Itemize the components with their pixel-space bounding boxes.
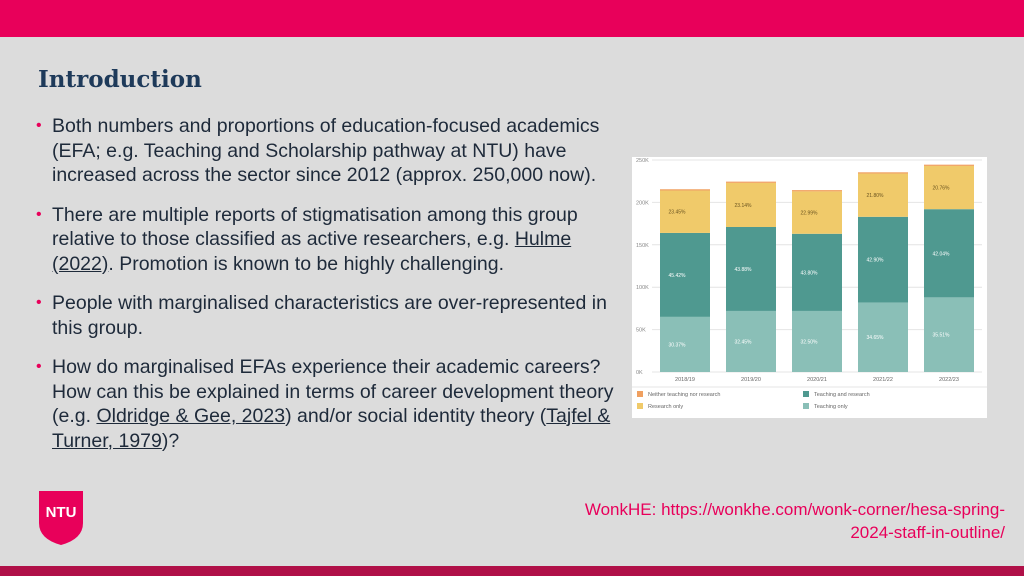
- top-accent-bar: [0, 0, 1024, 37]
- legend-swatch: [637, 403, 643, 409]
- bullet-text: There are multiple reports of stigmatisation among this group relative to those classified as active researchers, e.g.: [52, 203, 578, 250]
- bullet-text: People with marginalised characteristics are over-represented in this group.: [52, 292, 607, 339]
- y-tick-label: 200K: [636, 200, 649, 207]
- bullet-item: [30, 114, 630, 188]
- data-label: 42.04%: [932, 251, 950, 258]
- legend-label: Research only: [648, 404, 684, 410]
- citation-link[interactable]: Hulme (2022): [52, 228, 572, 275]
- bar-segment: [858, 172, 908, 173]
- bullet-item: [30, 203, 630, 277]
- data-label: 43.80%: [800, 270, 818, 277]
- bullet-text: Both numbers and proportions of education-focused academics (EFA; e.g. Teaching and Scholarship pathway at NTU) have increased across the sector since 2012 (approx. 250,000 now).: [52, 115, 600, 186]
- data-label: 23.14%: [734, 202, 752, 209]
- legend-label: Teaching only: [814, 404, 848, 410]
- bullet-dot-icon: •: [36, 294, 42, 311]
- ntu-logo-icon: [37, 489, 85, 547]
- y-tick-label: 50K: [636, 327, 646, 334]
- logo-text: NTU: [45, 504, 77, 521]
- data-label: 20.76%: [932, 185, 950, 192]
- bullet-item: [30, 355, 630, 453]
- legend-label: Neither teaching nor research: [648, 392, 721, 398]
- citation-link[interactable]: Tajfel & Turner, 1979: [52, 405, 611, 452]
- bullet-list: [30, 114, 630, 468]
- data-label: 43.88%: [734, 266, 752, 273]
- legend-label: Teaching and research: [814, 392, 870, 398]
- data-label: 21.80%: [866, 193, 884, 200]
- y-tick-label: 150K: [636, 242, 649, 249]
- data-label: 32.45%: [734, 339, 752, 346]
- bullet-dot-icon: •: [36, 358, 42, 375]
- x-tick-label: 2020/21: [807, 377, 827, 383]
- stacked-bar-chart: [632, 157, 987, 418]
- data-label: 22.99%: [800, 210, 818, 217]
- data-label: 32.50%: [800, 339, 818, 346]
- data-label: 23.45%: [668, 209, 686, 216]
- data-label: 42.90%: [866, 257, 884, 264]
- bullet-text: ) and/or social identity theory (: [285, 405, 547, 427]
- bullet-dot-icon: •: [36, 205, 42, 223]
- bullet-text: )?: [161, 429, 180, 452]
- legend-swatch: [637, 391, 643, 397]
- y-tick-label: 250K: [636, 158, 649, 164]
- chart-svg: [632, 157, 987, 418]
- data-label: 30.37%: [668, 342, 686, 349]
- data-label: 45.42%: [668, 272, 686, 279]
- bar-segment: [726, 182, 776, 183]
- x-tick-label: 2021/22: [873, 377, 893, 383]
- slide-title: Introduction: [38, 66, 202, 93]
- citation-link[interactable]: Oldridge & Gee, 2023: [96, 405, 286, 427]
- data-label: 35.51%: [932, 332, 950, 339]
- bullet-text: How do marginalised EFAs experience their academic careers? How can this be explained in terms of career development theory (e.g.: [52, 356, 614, 427]
- legend-swatch: [803, 403, 809, 409]
- x-tick-label: 2018/19: [675, 377, 695, 383]
- bottom-accent-bar: [0, 566, 1024, 576]
- bullet-dot-icon: •: [36, 117, 42, 134]
- legend-swatch: [803, 391, 809, 397]
- data-label: 34.65%: [866, 335, 884, 342]
- x-tick-label: 2019/20: [741, 377, 761, 383]
- bar-segment: [660, 189, 710, 190]
- x-tick-label: 2022/23: [939, 377, 959, 383]
- bullet-text: . Promotion is known to be highly challenging.: [108, 252, 505, 275]
- bullet-item: [30, 291, 630, 340]
- source-link[interactable]: WonkHE: https://wonkhe.com/wonk-corner/hesa-spring-2024-staff-in-outline/: [584, 500, 1005, 542]
- bar-segment: [792, 190, 842, 191]
- y-tick-label: 100K: [636, 285, 649, 292]
- bar-segment: [924, 165, 974, 166]
- y-tick-label: 0K: [636, 370, 643, 376]
